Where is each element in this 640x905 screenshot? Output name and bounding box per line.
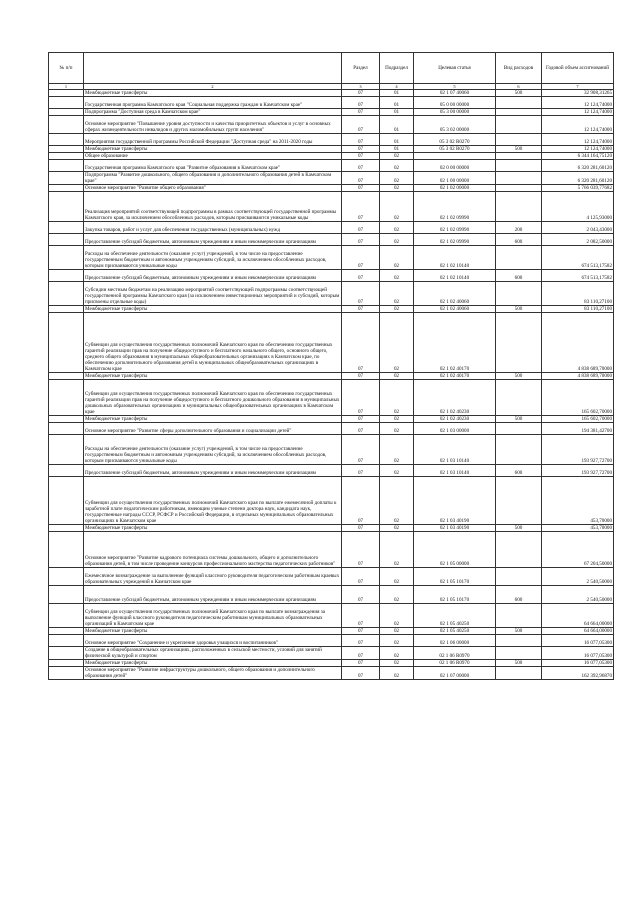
name-cell: Реализация мероприятий соответствующей подпрограммы в рамках соответствующей государственной программы Камчатского края, за исключением обособленных расходов, которым присваиваются уникальные коды [84, 192, 342, 222]
num-cell [49, 97, 84, 109]
exp-type-cell: 500 [496, 90, 542, 97]
target-cell: 05 3 02 R0270 [414, 134, 496, 146]
budget-table-sheet [48, 52, 613, 680]
num-cell [49, 134, 84, 146]
subsection-cell: 02 [380, 373, 414, 380]
num-cell [49, 185, 84, 192]
amount-cell: 32 908,31265 [542, 90, 614, 97]
amount-cell: 12 124,74000 [542, 116, 614, 134]
col-target-header: Целевая статья [414, 53, 496, 84]
target-cell: 02 1 05 10170 [414, 568, 496, 586]
num-cell [49, 435, 84, 465]
target-cell: 05 3 02 R0270 [414, 146, 496, 153]
table-row [49, 270, 614, 282]
table-row [49, 313, 614, 373]
name-cell: Субвенции для осуществления государственных полномочий Камчатского края по выплате вознаграждения за выполнение функций классного руководителя педагогическим работникам муниципальных образовательных организаций в Камчатском крае [84, 604, 342, 628]
num-cell [49, 423, 84, 435]
section-cell: 07 [342, 282, 380, 306]
num-cell [49, 313, 84, 373]
num-cell [49, 647, 84, 660]
amount-cell: 12 124,74000 [542, 134, 614, 146]
amount-cell: 16 077,05300 [542, 647, 614, 660]
table-header-row [49, 53, 614, 84]
name-cell: Создание в общеобразовательных организациях, расположенных в сельской местности, условий для занятий физической культурой и спортом [84, 647, 342, 660]
num-cell [49, 109, 84, 116]
name-cell: Межбюджетные трансферты [84, 146, 342, 153]
subsection-cell: 02 [380, 477, 414, 525]
name-cell: Закупка товаров, работ и услуг для обеспечения государственных (муниципальных) нужд [84, 222, 342, 234]
amount-cell: 67 204,50000 [542, 532, 614, 568]
num-cell [49, 246, 84, 270]
name-cell: Межбюджетные трансферты [84, 416, 342, 423]
exp-type-cell [496, 160, 542, 172]
subsection-cell: 02 [380, 465, 414, 477]
exp-type-cell: 500 [496, 525, 542, 532]
num-cell [49, 172, 84, 185]
target-cell: 02 1 06 R0970 [414, 660, 496, 667]
exp-type-cell [496, 647, 542, 660]
num-cell [49, 153, 84, 160]
target-cell: 02 1 02 40060 [414, 306, 496, 313]
table-row [49, 380, 614, 416]
column-index-cell: 4 [380, 84, 414, 90]
amount-cell: 453,70000 [542, 525, 614, 532]
subsection-cell: 02 [380, 246, 414, 270]
exp-type-cell [496, 282, 542, 306]
section-cell: 07 [342, 172, 380, 185]
section-cell: 07 [342, 306, 380, 313]
table-row [49, 660, 614, 667]
name-cell: Общее образование [84, 153, 342, 160]
exp-type-cell [496, 192, 542, 222]
target-cell: 02 1 02 10140 [414, 246, 496, 270]
num-cell [49, 192, 84, 222]
target-cell: 02 1 02 10140 [414, 270, 496, 282]
table-row [49, 628, 614, 635]
num-cell [49, 306, 84, 313]
name-cell: Межбюджетные трансферты [84, 525, 342, 532]
subsection-cell: 01 [380, 97, 414, 109]
num-cell [49, 373, 84, 380]
col-subsection-header: Подраздел [380, 53, 414, 84]
table-row [49, 373, 614, 380]
target-cell: 02 0 00 00000 [414, 160, 496, 172]
amount-cell: 2 043,43000 [542, 222, 614, 234]
name-cell: Межбюджетные трансферты [84, 660, 342, 667]
table-row [49, 116, 614, 134]
table-row [49, 172, 614, 185]
target-cell: 02 1 02 40170 [414, 373, 496, 380]
amount-cell: 2 540,50000 [542, 586, 614, 604]
subsection-cell: 02 [380, 306, 414, 313]
subsection-cell: 02 [380, 380, 414, 416]
target-cell: 02 1 05 40250 [414, 604, 496, 628]
target-cell: 02 1 07 00000 [414, 667, 496, 680]
section-cell: 07 [342, 313, 380, 373]
amount-cell: 194 381,42700 [542, 423, 614, 435]
amount-cell: 453,70000 [542, 477, 614, 525]
num-cell [49, 568, 84, 586]
target-cell: 02 1 03 10140 [414, 465, 496, 477]
target-cell: 02 1 03 10140 [414, 435, 496, 465]
table-row [49, 465, 614, 477]
section-cell: 07 [342, 423, 380, 435]
subsection-cell: 01 [380, 146, 414, 153]
amount-cell: 4 125,93000 [542, 192, 614, 222]
section-cell: 07 [342, 435, 380, 465]
table-row [49, 97, 614, 109]
target-cell: 02 1 02 40230 [414, 380, 496, 416]
amount-cell: 12 124,74000 [542, 146, 614, 153]
amount-cell: 4 838 689,70000 [542, 313, 614, 373]
exp-type-cell [496, 635, 542, 647]
amount-cell: 16 077,05300 [542, 660, 614, 667]
num-cell [49, 477, 84, 525]
subsection-cell: 02 [380, 647, 414, 660]
amount-cell: 12 124,74000 [542, 109, 614, 116]
name-cell: Расходы на обеспечение деятельности (оказание услуг) учреждений, в том числе на предоставление государственным бюджетным и автономным учреждениям субсидий, за исключением обособленных расходов, которым присваиваются уникальные коды [84, 435, 342, 465]
target-cell: 05 3 00 00000 [414, 109, 496, 116]
table-row [49, 477, 614, 525]
amount-cell: 6 320 281,60120 [542, 172, 614, 185]
num-cell [49, 525, 84, 532]
subsection-cell: 02 [380, 532, 414, 568]
exp-type-cell [496, 185, 542, 192]
amount-cell: 674 513,17582 [542, 270, 614, 282]
target-cell: 02 1 02 40060 [414, 282, 496, 306]
target-cell: 02 1 02 09990 [414, 222, 496, 234]
exp-type-cell [496, 380, 542, 416]
amount-cell: 6 320 281,60120 [542, 160, 614, 172]
exp-type-cell: 500 [496, 306, 542, 313]
name-cell: Ежемесячное вознаграждение за выполнение функций классного руководителя педагогическим работникам краевых образовательных учреждений в Камчатском крае [84, 568, 342, 586]
section-cell: 07 [342, 234, 380, 246]
num-cell [49, 270, 84, 282]
target-cell: 02 1 02 00000 [414, 185, 496, 192]
amount-cell: 6 344 164,75120 [542, 153, 614, 160]
target-cell: 02 1 06 R0970 [414, 647, 496, 660]
table-row [49, 192, 614, 222]
section-cell: 07 [342, 246, 380, 270]
num-cell [49, 146, 84, 153]
exp-type-cell [496, 532, 542, 568]
name-cell: Предоставление субсидий бюджетным, автономным учреждениям и иным некоммерческим организациям [84, 270, 342, 282]
target-cell: 02 1 05 40250 [414, 628, 496, 635]
subsection-cell: 02 [380, 604, 414, 628]
table-row [49, 416, 614, 423]
target-cell: 02 1 03 00000 [414, 423, 496, 435]
subsection-cell: 02 [380, 153, 414, 160]
num-cell [49, 532, 84, 568]
amount-cell: 165 602,70000 [542, 380, 614, 416]
target-cell: 05 3 02 00000 [414, 116, 496, 134]
amount-cell: 4 838 689,70000 [542, 373, 614, 380]
amount-cell: 193 927,72700 [542, 465, 614, 477]
subsection-cell: 02 [380, 635, 414, 647]
num-cell [49, 604, 84, 628]
table-row [49, 423, 614, 435]
column-index-cell: 3 [342, 84, 380, 90]
amount-cell: 64 664,00000 [542, 628, 614, 635]
table-row [49, 90, 614, 97]
section-cell: 07 [342, 270, 380, 282]
subsection-cell: 02 [380, 192, 414, 222]
table-row [49, 667, 614, 680]
section-cell: 07 [342, 568, 380, 586]
exp-type-cell [496, 153, 542, 160]
budget-table [48, 52, 614, 680]
table-row [49, 146, 614, 153]
name-cell: Межбюджетные трансферты [84, 373, 342, 380]
num-cell [49, 90, 84, 97]
exp-type-cell: 500 [496, 146, 542, 153]
section-cell: 07 [342, 660, 380, 667]
name-cell: Основное мероприятие "Сохранение и укрепление здоровья учащихся и воспитанников" [84, 635, 342, 647]
target-cell: 02 1 03 40190 [414, 477, 496, 525]
section-cell: 07 [342, 667, 380, 680]
target-cell [414, 153, 496, 160]
section-cell: 07 [342, 160, 380, 172]
table-row [49, 647, 614, 660]
table-row [49, 246, 614, 270]
name-cell: Предоставление субсидий бюджетным, автономным учреждениям и иным некоммерческим организациям [84, 465, 342, 477]
name-cell: Предоставление субсидий бюджетным, автономным учреждениям и иным некоммерческим организациям [84, 234, 342, 246]
subsection-cell: 02 [380, 628, 414, 635]
section-cell: 07 [342, 109, 380, 116]
section-cell: 07 [342, 477, 380, 525]
section-cell: 07 [342, 192, 380, 222]
exp-type-cell [496, 604, 542, 628]
table-row [49, 222, 614, 234]
section-cell: 07 [342, 647, 380, 660]
table-row [49, 160, 614, 172]
num-cell [49, 116, 84, 134]
exp-type-cell [496, 134, 542, 146]
name-cell: Государственная программа Камчатского края "Развитие образования в Камчатском крае" [84, 160, 342, 172]
exp-type-cell: 600 [496, 586, 542, 604]
table-row [49, 234, 614, 246]
subsection-cell: 02 [380, 660, 414, 667]
num-cell [49, 635, 84, 647]
section-cell: 07 [342, 90, 380, 97]
name-cell: Подпрограмма "Развитие дошкольного, общего образования и дополнительного образования детей в Камчатском крае" [84, 172, 342, 185]
name-cell: Основное мероприятие "Развитие общего образования" [84, 185, 342, 192]
amount-cell: 64 664,00000 [542, 604, 614, 628]
exp-type-cell [496, 423, 542, 435]
subsection-cell: 02 [380, 282, 414, 306]
amount-cell: 165 602,70000 [542, 416, 614, 423]
target-cell: 02 1 05 00000 [414, 532, 496, 568]
table-row [49, 185, 614, 192]
num-cell [49, 416, 84, 423]
col-section-header: Раздел [342, 53, 380, 84]
name-cell: Основное мероприятие "Повышение уровня доступности и качества приоритетных объектов и услуг в основных сферах жизнедеятельности инвалидов и других маломобильных групп населения" [84, 116, 342, 134]
amount-cell: 5 766 039,77682 [542, 185, 614, 192]
col-num-header: № п/п [49, 53, 84, 84]
num-cell [49, 465, 84, 477]
num-cell [49, 160, 84, 172]
section-cell: 07 [342, 416, 380, 423]
section-cell: 07 [342, 604, 380, 628]
name-cell: Мероприятия государственной программы Российской Федерации "Доступная среда" на 2011-2020 годы [84, 134, 342, 146]
section-cell: 07 [342, 380, 380, 416]
name-cell: Основное мероприятие "Развитие инфраструктуры дошкольного, общего образования и дополнительного образования детей" [84, 667, 342, 680]
exp-type-cell: 600 [496, 270, 542, 282]
subsection-cell: 01 [380, 90, 414, 97]
name-cell: Предоставление субсидий бюджетным, автономным учреждениям и иным некоммерческим организациям [84, 586, 342, 604]
target-cell: 02 1 05 10170 [414, 586, 496, 604]
amount-cell: 83 110,27100 [542, 306, 614, 313]
table-body [49, 90, 614, 680]
exp-type-cell [496, 568, 542, 586]
num-cell [49, 234, 84, 246]
exp-type-cell [496, 172, 542, 185]
target-cell: 02 1 02 09990 [414, 234, 496, 246]
section-cell: 07 [342, 222, 380, 234]
target-cell: 02 1 00 00000 [414, 172, 496, 185]
name-cell: Межбюджетные трансферты [84, 306, 342, 313]
table-row [49, 134, 614, 146]
subsection-cell: 02 [380, 586, 414, 604]
name-cell: Расходы на обеспечение деятельности (оказание услуг) учреждений, в том числе на предоставление государственным бюджетным и автономным учреждениям субсидий, за исключением обособленных расходов, которым присваиваются уникальные коды [84, 246, 342, 270]
amount-cell: 2 082,50000 [542, 234, 614, 246]
amount-cell: 193 927,72700 [542, 435, 614, 465]
table-row [49, 525, 614, 532]
subsection-cell: 02 [380, 313, 414, 373]
name-cell: Межбюджетные трансферты [84, 90, 342, 97]
subsection-cell: 01 [380, 134, 414, 146]
table-row [49, 282, 614, 306]
subsection-cell: 01 [380, 109, 414, 116]
subsection-cell: 02 [380, 568, 414, 586]
section-cell: 07 [342, 532, 380, 568]
subsection-cell: 02 [380, 160, 414, 172]
section-cell: 07 [342, 373, 380, 380]
column-index-cell: 1 [49, 84, 84, 90]
section-cell: 07 [342, 635, 380, 647]
table-row [49, 109, 614, 116]
amount-cell: 12 124,74000 [542, 97, 614, 109]
name-cell: Основное мероприятие "Развитие кадрового потенциала системы дошкольного, общего и дополнительного образования детей, в том числе проведение конкурсов профессионального мастерства педагогических работников" [84, 532, 342, 568]
column-index-cell: 6 [496, 84, 542, 90]
exp-type-cell [496, 313, 542, 373]
num-cell [49, 660, 84, 667]
table-row [49, 306, 614, 313]
amount-cell: 16 077,05300 [542, 635, 614, 647]
name-cell: Субвенции для осуществления государственных полномочий Камчатского края по обеспечению государственных гарантий реализации прав на получение общедоступного и бесплатного дошкольного образования в муниципальных дошкольных образовательных организациях и муниципальных общеобразовательных организациях в Камчатском крае [84, 380, 342, 416]
subsection-cell: 02 [380, 423, 414, 435]
col-amount-header: Годовой объем ассигнований [542, 53, 614, 84]
section-cell: 07 [342, 146, 380, 153]
num-cell [49, 586, 84, 604]
target-cell: 02 1 06 00000 [414, 635, 496, 647]
exp-type-cell: 500 [496, 660, 542, 667]
col-name-header [84, 53, 342, 84]
table-row [49, 435, 614, 465]
section-cell: 07 [342, 185, 380, 192]
column-index-cell: 5 [414, 84, 496, 90]
col-exp-type-header: Вид расходов [496, 53, 542, 84]
num-cell [49, 380, 84, 416]
section-cell: 07 [342, 153, 380, 160]
num-cell [49, 667, 84, 680]
target-cell: 02 1 02 40170 [414, 313, 496, 373]
section-cell: 07 [342, 97, 380, 109]
subsection-cell: 02 [380, 234, 414, 246]
amount-cell: 2 540,50000 [542, 568, 614, 586]
column-index-cell: 2 [84, 84, 342, 90]
exp-type-cell: 200 [496, 222, 542, 234]
name-cell: Субвенции для осуществления государственных полномочий Камчатского края по выплате ежемесячной доплаты к заработной плате педагогическим работникам, имеющим ученые степени доктора наук, кандидата наук, государственные награды СССР, РСФСР и Российской Федерации, в отдельных муниципальных образовательных организациях в Камчатском крае [84, 477, 342, 525]
subsection-cell: 02 [380, 435, 414, 465]
exp-type-cell [496, 246, 542, 270]
target-cell: 05 0 00 00000 [414, 97, 496, 109]
table-row [49, 532, 614, 568]
subsection-cell: 02 [380, 185, 414, 192]
section-cell: 07 [342, 134, 380, 146]
name-cell: Межбюджетные трансферты [84, 628, 342, 635]
name-cell: Субсидии местным бюджетам на реализацию мероприятий соответствующей подпрограммы соответствующей государственной программы Камчатского края (за исключением инвестиционных мероприятий и субсидий, которым присвоены отдельные коды) [84, 282, 342, 306]
section-cell: 07 [342, 628, 380, 635]
table-row [49, 568, 614, 586]
amount-cell: 674 513,17582 [542, 246, 614, 270]
section-cell: 07 [342, 525, 380, 532]
num-cell [49, 282, 84, 306]
subsection-cell: 02 [380, 416, 414, 423]
name-cell: Подпрограмма "Доступная среда в Камчатском крае" [84, 109, 342, 116]
subsection-cell: 02 [380, 270, 414, 282]
subsection-cell: 02 [380, 222, 414, 234]
table-row [49, 153, 614, 160]
target-cell: 02 1 02 40230 [414, 416, 496, 423]
name-cell: Государственная программа Камчатского края "Социальная поддержка граждан в Камчатском крае" [84, 97, 342, 109]
target-cell: 02 1 03 40190 [414, 525, 496, 532]
exp-type-cell [496, 116, 542, 134]
table-row [49, 586, 614, 604]
subsection-cell: 02 [380, 667, 414, 680]
exp-type-cell [496, 667, 542, 680]
table-row [49, 604, 614, 628]
exp-type-cell [496, 97, 542, 109]
section-cell: 07 [342, 116, 380, 134]
subsection-cell: 02 [380, 525, 414, 532]
exp-type-cell [496, 109, 542, 116]
name-cell: Субвенции для осуществления государственных полномочий Камчатского края по обеспечению государственных гарантий реализации прав на получение общедоступного и бесплатного начального общего, основного общего, среднего общего образования в муниципальных общеобразовательных организациях в Камчатском крае, по обеспечению дополнительного образования детей в муниципальных общеобразовательных организациях в Камчатском крае [84, 313, 342, 373]
amount-cell: 162 392,96870 [542, 667, 614, 680]
section-cell: 07 [342, 586, 380, 604]
exp-type-cell [496, 477, 542, 525]
exp-type-cell: 600 [496, 465, 542, 477]
num-cell [49, 222, 84, 234]
exp-type-cell: 500 [496, 628, 542, 635]
exp-type-cell: 500 [496, 416, 542, 423]
num-cell [49, 628, 84, 635]
subsection-cell: 01 [380, 116, 414, 134]
column-index-cell: 7 [542, 84, 614, 90]
exp-type-cell: 600 [496, 234, 542, 246]
target-cell: 02 1 02 09990 [414, 192, 496, 222]
exp-type-cell [496, 435, 542, 465]
section-cell: 07 [342, 465, 380, 477]
subsection-cell: 02 [380, 172, 414, 185]
name-cell: Основное мероприятие "Развитие сферы дополнительного образования и социализации детей" [84, 423, 342, 435]
table-row [49, 635, 614, 647]
exp-type-cell: 500 [496, 373, 542, 380]
amount-cell: 83 110,27100 [542, 282, 614, 306]
target-cell: 02 1 07 40060 [414, 90, 496, 97]
